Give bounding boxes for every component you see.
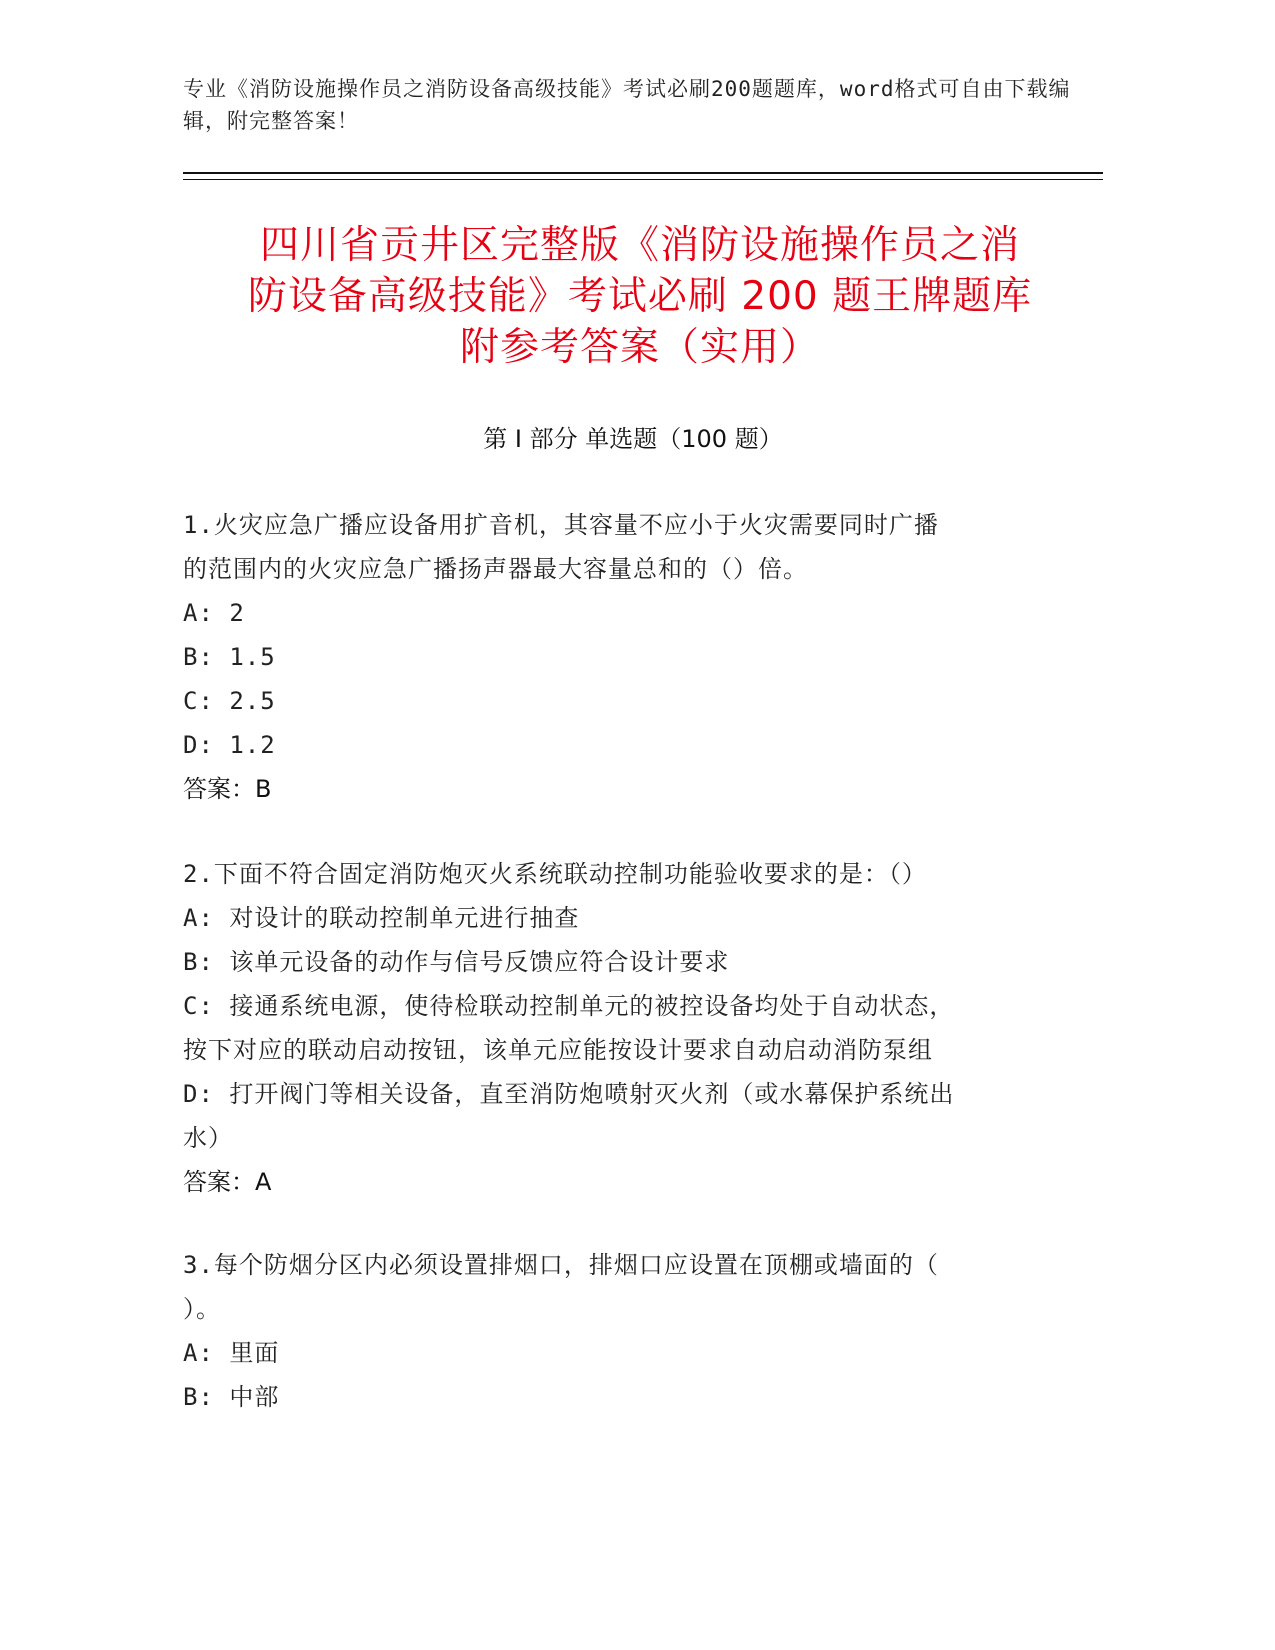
question-1 (183, 503, 1033, 811)
question-text: 1.火灾应急广播应设备用扩音机，其容量不应小于火灾需要同时广播 (183, 511, 939, 539)
header-divider-thick (183, 172, 1103, 174)
option-d: D: 1.2 (183, 731, 276, 759)
answer: 答案：A (183, 1168, 272, 1196)
question-text: 2.下面不符合固定消防炮灭火系统联动控制功能验收要求的是：（） (183, 860, 927, 888)
header-divider-thin (183, 179, 1103, 180)
header-note: 专业《消防设施操作员之消防设备高级技能》考试必刷200题题库，word格式可自由下载编辑，附完整答案！ (183, 77, 1071, 133)
option-a: A: 对设计的联动控制单元进行抽查 (183, 904, 580, 932)
option-c-continued: 按下对应的联动启动按钮，该单元应能按设计要求自动启动消防泵组 (183, 1036, 933, 1064)
title-line: 四川省贡井区完整版《消防设施操作员之消 (259, 223, 1020, 268)
answer: 答案：B (183, 775, 272, 803)
question-2 (183, 852, 1033, 1204)
option-c: C: 接通系统电源，使待检联动控制单元的被控设备均处于自动状态， (183, 992, 955, 1020)
option-b: B: 该单元设备的动作与信号反馈应符合设计要求 (183, 948, 730, 976)
option-d: D: 打开阀门等相关设备，直至消防炮喷射灭火剂（或水幕保护系统出 (183, 1080, 955, 1108)
title-line: 附参考答案（实用） (459, 325, 820, 370)
option-d-continued: 水） (183, 1124, 233, 1152)
question-text: 的范围内的火灾应急广播扬声器最大容量总和的（）倍。 (183, 555, 808, 583)
section-title: 第 I 部分 单选题（100 题） (483, 425, 783, 453)
option-a: A: 里面 (183, 1339, 280, 1367)
option-b: B: 中部 (183, 1383, 280, 1411)
question-text: ）。 (183, 1295, 221, 1323)
question-3 (183, 1243, 1033, 1419)
option-c: C: 2.5 (183, 687, 276, 715)
option-a: A: 2 (183, 599, 245, 627)
question-text: 3.每个防烟分区内必须设置排烟口，排烟口应设置在顶棚或墙面的（ (183, 1251, 939, 1279)
option-b: B: 1.5 (183, 643, 276, 671)
title-line: 防设备高级技能》考试必刷 200 题王牌题库 (247, 274, 1033, 319)
document-title (170, 220, 1110, 373)
